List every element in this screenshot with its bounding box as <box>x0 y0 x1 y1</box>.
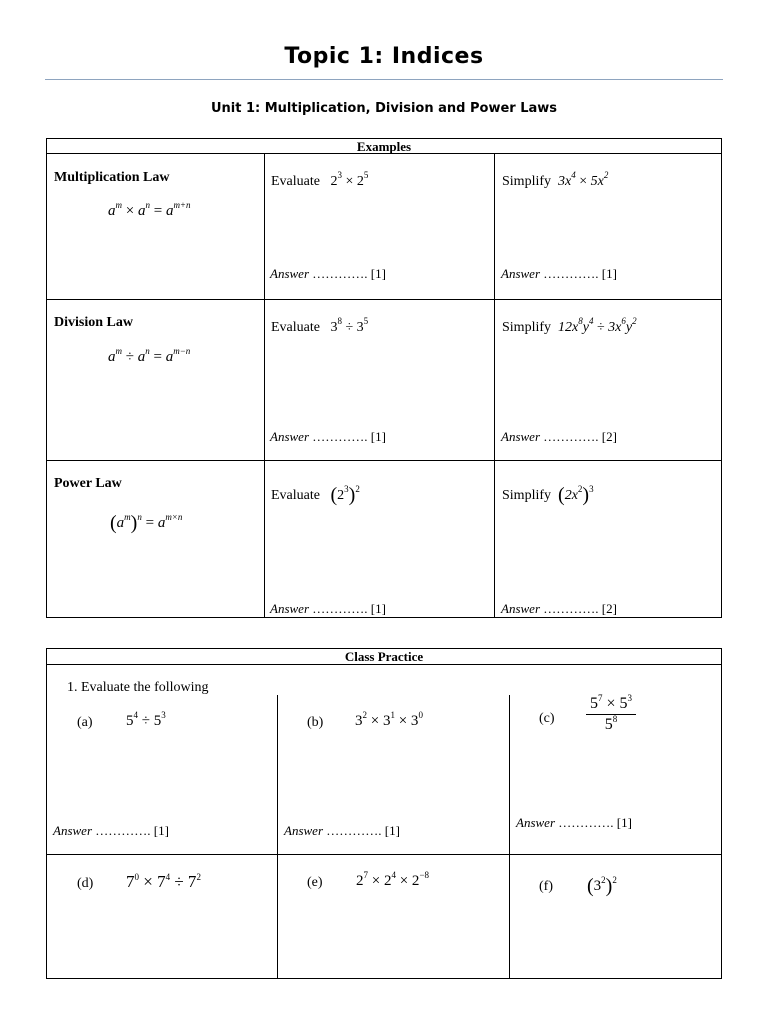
answer-dots: …………. <box>326 823 382 838</box>
power-law-title: Power Law <box>54 476 122 491</box>
answer-dots: …………. <box>543 601 599 616</box>
answer-label: Answer <box>270 266 309 281</box>
mark: [1] <box>153 823 169 838</box>
example-2b-verb: Simplify <box>502 320 552 335</box>
example-1a-verb: Evaluate <box>271 174 320 189</box>
answer-dots: …………. <box>312 601 368 616</box>
answer-label: Answer <box>501 601 540 616</box>
mark: [1] <box>601 266 617 281</box>
example-1b-answer <box>501 266 617 282</box>
practice-d-label: (d) <box>77 876 94 891</box>
practice-b-answer <box>284 823 400 839</box>
practice-col-divider-1 <box>277 695 278 979</box>
example-1b-task <box>502 170 609 190</box>
examples-header: Examples <box>356 139 412 154</box>
examples-col-divider-2 <box>494 153 495 618</box>
example-3b-task <box>502 484 594 507</box>
answer-label: Answer <box>284 823 323 838</box>
practice-c-label: (c) <box>539 711 555 726</box>
mark: [2] <box>601 429 617 444</box>
answer-dots: …………. <box>312 266 368 281</box>
example-2b-answer <box>501 429 617 445</box>
practice-a-answer <box>53 823 169 839</box>
class-practice-header: Class Practice <box>344 649 424 664</box>
example-1a-answer <box>270 266 386 282</box>
mark: [1] <box>370 429 386 444</box>
title-divider <box>45 79 723 80</box>
mark: [1] <box>370 266 386 281</box>
answer-dots: …………. <box>312 429 368 444</box>
practice-f-label: (f) <box>539 879 553 894</box>
example-2b-task <box>502 316 637 336</box>
answer-label: Answer <box>501 266 540 281</box>
page-title: Topic 1: Indices <box>284 44 484 69</box>
example-2a-expression: $3^8 \div 3^5$ <box>330 316 369 335</box>
answer-dots: …………. <box>95 823 151 838</box>
mark: [2] <box>601 601 617 616</box>
example-3a-verb: Evaluate <box>271 488 320 503</box>
answer-dots: …………. <box>543 429 599 444</box>
practice-b-label: (b) <box>307 715 324 730</box>
mark: [1] <box>384 823 400 838</box>
practice-row-divider <box>46 854 722 855</box>
practice-a-expression: $5^4 \div 5^3$ <box>126 710 166 729</box>
mark: [1] <box>616 815 632 830</box>
answer-label: Answer <box>270 601 309 616</box>
example-1b-expression: $3x^4 \times 5x^2$ <box>558 170 609 189</box>
unit-subtitle: Unit 1: Multiplication, Division and Power Laws <box>210 101 558 116</box>
power-law-formula: $(a^m)^n = a^{m\times n}$ <box>110 512 183 534</box>
example-3b-answer <box>501 601 617 617</box>
answer-dots: …………. <box>543 266 599 281</box>
example-2a-task <box>271 316 369 336</box>
example-3b-expression: $(2x^2)^3$ <box>558 484 594 506</box>
example-3a-answer <box>270 601 386 617</box>
answer-label: Answer <box>270 429 309 444</box>
practice-col-divider-2 <box>509 695 510 979</box>
mark: [1] <box>370 601 386 616</box>
practice-e-expression: $2^7 \times 2^4 \times 2^{-8}$ <box>356 870 430 889</box>
practice-c-answer <box>516 815 632 831</box>
example-1a-expression: $2^3 \times 2^5$ <box>330 170 369 189</box>
example-2a-answer <box>270 429 386 445</box>
example-1a-task <box>271 170 369 190</box>
example-2b-expression: $12x^8y^4 \div 3x^6y^2$ <box>558 316 637 335</box>
practice-header-divider <box>46 664 722 665</box>
answer-label: Answer <box>53 823 92 838</box>
division-law-formula: $a^m \div a^n = a^{m-n}$ <box>108 346 191 365</box>
examples-row-divider-1 <box>46 299 722 300</box>
examples-col-divider-1 <box>264 153 265 618</box>
practice-a-label: (a) <box>77 715 93 730</box>
example-2a-verb: Evaluate <box>271 320 320 335</box>
practice-d-expression: $7^0 \times 7^4 \div 7^2$ <box>126 872 201 891</box>
practice-c-expression: $\frac{5^7 \times 5^3}{5^8}$ <box>586 695 636 734</box>
practice-f-expression: $(3^2)^2$ <box>587 875 617 897</box>
answer-label: Answer <box>516 815 555 830</box>
example-3b-verb: Simplify <box>502 488 552 503</box>
practice-question-1: 1. Evaluate the following <box>67 680 209 695</box>
example-3a-expression: $(2^3)^2$ <box>330 484 360 506</box>
answer-dots: …………. <box>558 815 614 830</box>
examples-row-divider-2 <box>46 460 722 461</box>
division-law-title: Division Law <box>54 315 133 330</box>
examples-header-divider <box>46 153 722 154</box>
example-3a-task <box>271 484 360 507</box>
example-1b-verb: Simplify <box>502 174 552 189</box>
answer-label: Answer <box>501 429 540 444</box>
practice-e-label: (e) <box>307 875 323 890</box>
multiplication-law-title: Multiplication Law <box>54 170 170 185</box>
practice-b-expression: $3^2 \times 3^1 \times 3^0$ <box>355 710 423 729</box>
multiplication-law-formula: $a^m \times a^n = a^{m+n}$ <box>108 200 191 219</box>
